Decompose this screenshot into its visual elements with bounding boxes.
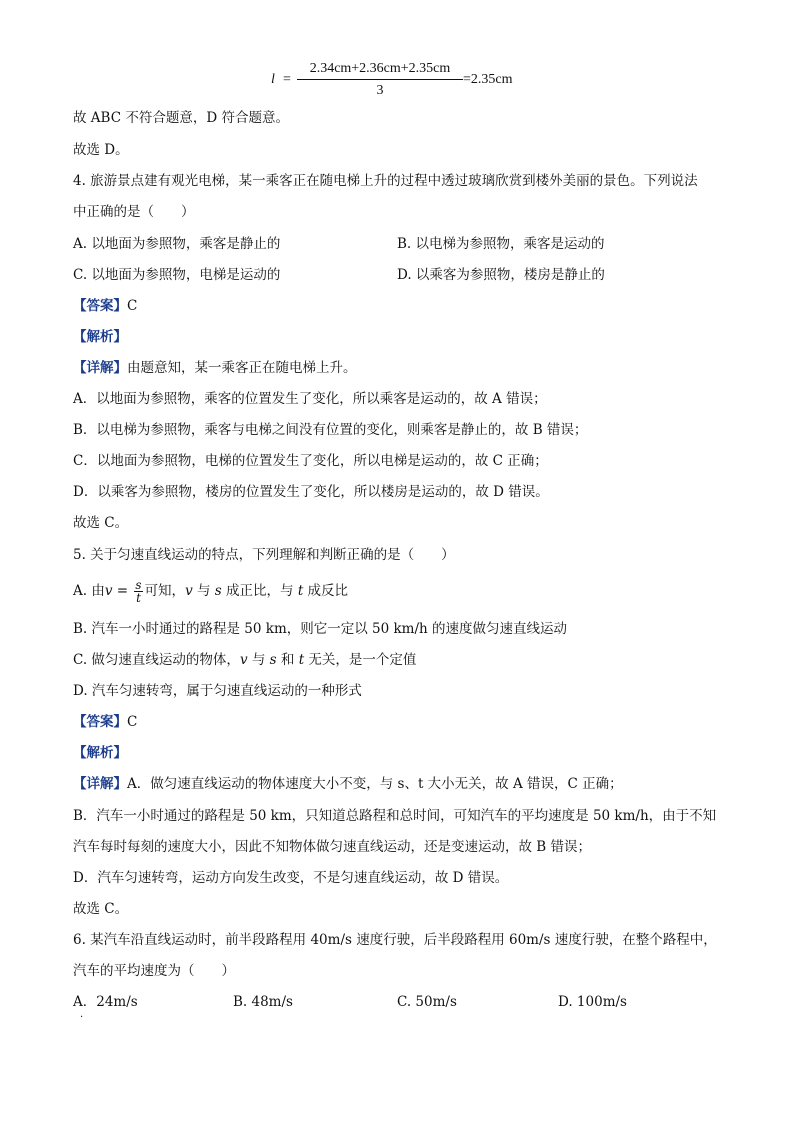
q5-option-b: B. 汽车一小时通过的路程是 50 km，则它一定以 50 km/h 的速度做匀速直线运动 bbox=[73, 621, 568, 637]
q5-c-end: 无关，是一个定值 bbox=[304, 652, 417, 668]
q5-analysis-b-line-2: 汽车每时每刻的速度大小，因此不知物体做匀速直线运动，还是变速运动，故 B 错误； bbox=[73, 839, 592, 855]
fraction-bar bbox=[297, 79, 463, 80]
answer-value: C bbox=[127, 714, 138, 730]
q5-answer bbox=[73, 713, 137, 731]
q6-option-c: C. 50m/s bbox=[397, 994, 457, 1010]
speed-fraction bbox=[134, 579, 142, 604]
q5-option-a bbox=[73, 578, 348, 604]
q5-a-v2: v bbox=[185, 583, 193, 599]
q5-a-end: 成反比 bbox=[303, 583, 349, 599]
q5-analysis-b-line-1: B．汽车一小时通过的路程是 50 km，只知道总路程和总时间，可知汽车的平均速度是 50 km/h，由于不知 bbox=[73, 808, 717, 824]
q5-analysis bbox=[73, 744, 127, 762]
q4-option-c: C. 以地面为参照物，电梯是运动的 bbox=[73, 267, 281, 283]
q6-option-d: D. 100m/s bbox=[558, 994, 627, 1010]
stray-dot: · bbox=[80, 1012, 84, 1023]
q5-a-mid1: 可知， bbox=[144, 583, 186, 599]
q5-option-c bbox=[73, 651, 416, 669]
q6-option-b: B. 48m/s bbox=[233, 994, 293, 1010]
fraction-s: s bbox=[135, 578, 142, 592]
q6-option-a: A．24m/s bbox=[73, 994, 138, 1010]
q6-stem-line-2: 汽车的平均速度为（ ） bbox=[73, 963, 235, 979]
detail-text: A．做匀速直线运动的物体速度大小不变，与 s、t 大小无关，故 A 错误，C 正确； bbox=[127, 776, 623, 792]
fraction-t: t bbox=[136, 591, 141, 605]
q4-choose: 故选 C。 bbox=[73, 515, 129, 531]
q4-analysis bbox=[73, 328, 127, 346]
q3-conclusion: 故 ABC 不符合题意，D 符合题意。 bbox=[73, 110, 289, 126]
formula-result: =2.35cm bbox=[463, 72, 513, 87]
q4-option-a: A. 以地面为参照物，乘客是静止的 bbox=[73, 236, 281, 252]
q4-detail bbox=[73, 359, 357, 377]
detail-tag: 【详解】 bbox=[73, 776, 127, 792]
q5-c-t: t bbox=[298, 652, 305, 668]
formula-numerator: 2.34cm+2.36cm+2.35cm bbox=[309, 61, 451, 76]
q5-a-t: t bbox=[297, 583, 304, 599]
q5-c-s: s bbox=[269, 652, 277, 668]
formula-equals: = bbox=[283, 72, 291, 87]
q5-choose: 故选 C。 bbox=[73, 901, 129, 917]
q5-detail bbox=[73, 775, 623, 793]
q5-c-v: v bbox=[239, 652, 248, 668]
q4-analysis-c: C．以地面为参照物，电梯的位置发生了变化，所以电梯是运动的，故 C 正确； bbox=[73, 453, 548, 469]
q4-analysis-a: A．以地面为参照物，乘客的位置发生了变化，所以乘客是运动的，故 A 错误； bbox=[73, 391, 547, 407]
q5-c-mid: 与 bbox=[247, 652, 270, 668]
formula-lhs: l bbox=[271, 72, 275, 87]
q6-stem-line-1: 6. 某汽车沿直线运动时，前半段路程用 40m/s 速度行驶，后半段路程用 60m/s 速度行驶，在整个路程中， bbox=[73, 932, 717, 948]
q5-a-prefix: A. 由 bbox=[73, 583, 105, 599]
detail-tag: 【详解】 bbox=[73, 360, 127, 376]
formula-fraction bbox=[297, 60, 463, 100]
q4-analysis-d: D．以乘客为参照物，楼房的位置发生了变化，所以楼房是运动的，故 D 错误。 bbox=[73, 484, 549, 500]
q4-stem-line-1: 4. 旅游景点建有观光电梯，某一乘客正在随电梯上升的过程中透过玻璃欣赏到楼外美丽的景色。下列说法 bbox=[73, 173, 698, 189]
q3-choose: 故选 D。 bbox=[73, 142, 129, 158]
analysis-tag: 【解析】 bbox=[73, 329, 127, 345]
formula-denominator: 3 bbox=[376, 83, 384, 98]
q5-analysis-d: D．汽车匀速转弯，运动方向发生改变，不是匀速直线运动，故 D 错误。 bbox=[73, 870, 509, 886]
q5-option-d: D. 汽车匀速转弯，属于匀速直线运动的一种形式 bbox=[73, 683, 362, 699]
q4-answer bbox=[73, 297, 137, 315]
q4-stem-line-2: 中正确的是（ ） bbox=[73, 204, 195, 220]
q5-a-v: v bbox=[104, 583, 113, 599]
q5-a-eq: = bbox=[112, 583, 133, 599]
q5-c-prefix: C. 做匀速直线运动的物体， bbox=[73, 652, 240, 668]
answer-tag: 【答案】 bbox=[73, 298, 127, 314]
q5-a-mid2: 与 bbox=[192, 583, 215, 599]
q4-analysis-b: B．以电梯为参照物，乘客与电梯之间没有位置的变化，则乘客是静止的，故 B 错误； bbox=[73, 422, 588, 438]
q5-stem: 5. 关于匀速直线运动的特点，下列理解和判断正确的是（ ） bbox=[73, 547, 455, 563]
detail-text: 由题意知，某一乘客正在随电梯上升。 bbox=[127, 360, 357, 376]
q5-a-mid3: 成正比，与 bbox=[221, 583, 298, 599]
answer-value: C bbox=[127, 298, 138, 314]
analysis-tag: 【解析】 bbox=[73, 745, 127, 761]
answer-tag: 【答案】 bbox=[73, 714, 127, 730]
q4-option-b: B. 以电梯为参照物，乘客是运动的 bbox=[397, 236, 605, 252]
q4-option-d: D. 以乘客为参照物，楼房是静止的 bbox=[397, 267, 605, 283]
q5-a-s: s bbox=[214, 583, 222, 599]
q5-c-and: 和 bbox=[276, 652, 299, 668]
